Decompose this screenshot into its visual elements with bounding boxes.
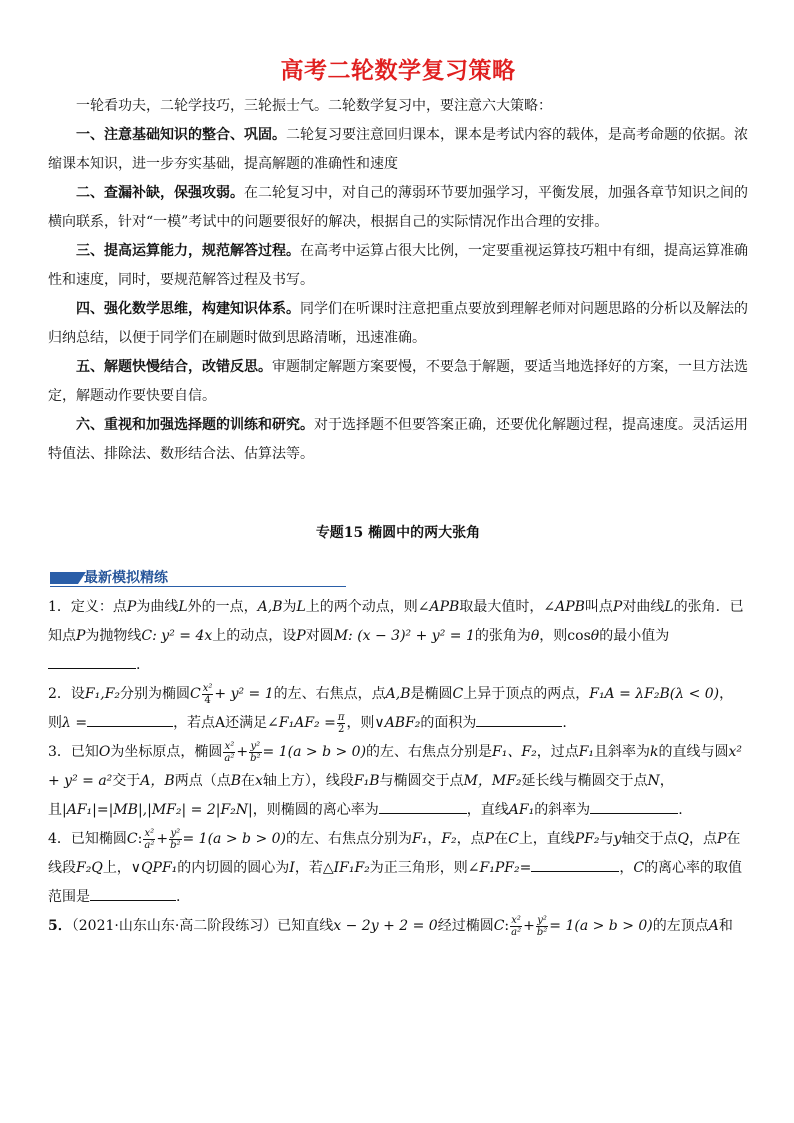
answer-blank[interactable] (531, 857, 619, 872)
math: A，B (140, 773, 175, 789)
q-text: ，若点A还满足∠ (173, 715, 279, 731)
fraction (249, 741, 261, 764)
q-text: ，则∨ (346, 715, 385, 731)
math: O (98, 744, 111, 760)
q-text: 的斜率为 (534, 802, 591, 818)
question-5: 5．（2021·山东山东·高二阶段练习）已知直线x − 2y + 2 = 0经过椭圆C: $\frac{\text{x²}}{\text{a²}}$ + $\frac{\text{y²}}{\text{b²}}$ = 1(a > b > 0)的左顶点A和 (48, 914, 733, 938)
denominator: b² (250, 752, 261, 764)
math: F₂Q (76, 860, 103, 876)
math: A (708, 918, 719, 934)
q-text: 上异于顶点的两点， (463, 686, 590, 702)
math: k (650, 744, 659, 760)
q-text: 则 (48, 715, 62, 731)
q-text: 在 (494, 831, 509, 847)
answer-blank[interactable] (90, 886, 176, 901)
math: F₁、F₂ (492, 744, 537, 760)
math: P (716, 831, 727, 847)
denominator: a² (144, 839, 155, 851)
math: C (141, 628, 153, 644)
math: F₁ (412, 831, 428, 847)
q-text: 的左顶点 (652, 918, 709, 934)
q-text: ，则椭圆的离心率为 (252, 802, 379, 818)
q-text: 与 (599, 831, 614, 847)
strategy-heading: 一、注意基础知识的整合、巩固。 (76, 127, 286, 143)
math: F₁AF₂ = (278, 715, 336, 731)
math: x² + y² = a² (48, 744, 743, 789)
q-text: 且斜率为 (594, 744, 651, 760)
math: F₁B (353, 773, 380, 789)
topic-heading: 专题15 椭圆中的两大张角 (315, 525, 481, 541)
math: F₁PF₂ (479, 860, 520, 876)
strategy-text: 在高考中运算占很大比例，一定要重视运算技巧粗中有细，提高运算准确性和速度，同时，要规范解答过程及书写。 (48, 243, 748, 288)
math: F₁A = λF₂B(λ < 0) (589, 686, 720, 702)
math: F₁,F₂ (84, 686, 121, 702)
question-number: 4． (48, 831, 71, 847)
strategy-heading: 四、强化数学思维，构建知识体系。 (76, 301, 300, 317)
math: PF₂ (574, 831, 600, 847)
q-text: ，则cos (539, 628, 591, 644)
q-text: 延长线与椭圆交于点 (521, 773, 648, 789)
numerator: y² (250, 740, 261, 752)
math: IF₁F₂ (333, 860, 370, 876)
section-underline (50, 586, 346, 587)
strategy-6 (48, 411, 748, 469)
numerator: x² (144, 827, 155, 839)
strategy-text: 二轮复习要注意回归课本，课本是考试内容的载体，是高考命题的依据。浓缩课本知识，进一步夯实基础，提高解题的准确性和速度 (48, 127, 748, 172)
math: + y² = 1 (214, 686, 274, 702)
page-title: 高考二轮数学复习策略 (280, 58, 516, 84)
math: P (484, 831, 495, 847)
q-text: 的左、右焦点分别是 (366, 744, 493, 760)
math: P (76, 628, 86, 644)
numerator: π (337, 711, 345, 723)
math: = 1(a > b > 0) (262, 744, 367, 760)
strategy-heading: 六、重视和加强选择题的训练和研究。 (76, 417, 314, 433)
fraction (169, 828, 181, 851)
math: y (613, 831, 622, 847)
strategy-heading: 五、解题快慢结合，改错反思。 (76, 359, 272, 375)
q-text: ，点 (688, 831, 717, 847)
question-source: （2021·山东山东·高二阶段练习） (71, 918, 278, 934)
q-text: 为抛物线 (85, 628, 142, 644)
math: C (493, 918, 505, 934)
q-text: 上的动点，设 (212, 628, 297, 644)
q-text: ，过点 (536, 744, 579, 760)
q-text: 轴上方），线段 (262, 773, 354, 789)
math: A,B (385, 686, 411, 702)
math: F₂ (441, 831, 457, 847)
denominator: a² (224, 752, 235, 764)
math: ABF₂ (384, 715, 421, 731)
q-text: . (176, 889, 181, 905)
math: APB (555, 599, 585, 615)
q-text: 上，直线 (518, 831, 575, 847)
math: APB (429, 599, 460, 615)
q-text: . (136, 657, 141, 673)
q-text: ，点 (456, 831, 485, 847)
denominator: b² (170, 839, 181, 851)
q-text: 对曲线 (622, 599, 665, 615)
q-text: 已知椭圆 (70, 831, 127, 847)
denominator: 2 (337, 723, 345, 735)
q-text: 对圆 (305, 628, 334, 644)
numerator: y² (170, 827, 181, 839)
answer-blank[interactable] (87, 712, 173, 727)
math: QPF₁ (141, 860, 178, 876)
q-text: 设 (70, 686, 85, 702)
q-text: 的张角为 (474, 628, 531, 644)
math: x − 2y + 2 = 0 (333, 918, 438, 934)
strategy-1 (48, 121, 748, 179)
question-3: 3．已知O为坐标原点，椭圆 $\frac{\text{x²}}{\text{a²}}$ + $\frac{\text{y²}}{\text{b²}}$ = 1(a > b > 0)的左、右焦点分别是F₁、F₂，过点F₁且斜率为k的直线与圆x² + y² = a²交于A，B两点（点B在x轴上方），线段F₁B与椭圆交于点M，MF₂延长线与椭圆交于点N，且|AF₁|=|MB|,|MF₂| = 2|F₂N|，则椭圆的离心率为 ，直线AF₁的斜率为 . (48, 740, 743, 818)
q-text: 定义：点 (70, 599, 127, 615)
document-page (48, 56, 748, 941)
denominator: a² (511, 926, 522, 938)
strategy-text: 同学们在听课时注意把重点要放到理解老师对问题思路的分析以及解法的归纳总结，以便于同学们在刷题时做到思路清晰，迅速准确。 (48, 301, 748, 346)
strategy-text: 审题制定解题方案要慢，不要急于解题，要适当地选择好的方案，一旦方法选定，解题动作要快要自信。 (48, 359, 748, 404)
section-label: 最新模拟精练 (84, 570, 168, 586)
q-text: 在 (241, 773, 255, 789)
question-number: 3． (48, 744, 71, 760)
math: M (333, 628, 349, 644)
math: |AF₁|=|MB|,|MF₂| = 2|F₂N| (62, 802, 253, 818)
q-text: 的面积为 (420, 715, 477, 731)
q-text: 和 (718, 918, 733, 934)
intro-paragraph: 一轮看功夫，二轮学技巧，三轮振士气。二轮数学复习中，要注意六大策略： (76, 98, 552, 114)
math: P (296, 628, 306, 644)
question-number: 2． (48, 686, 71, 702)
answer-blank[interactable] (48, 654, 136, 669)
answer-blank[interactable] (590, 799, 678, 814)
q-text: 两点（点 (174, 773, 231, 789)
q-text: ，若△ (294, 860, 334, 876)
fraction (510, 915, 522, 938)
math: θ (530, 628, 540, 644)
q-text: 已知直线 (277, 918, 334, 934)
math: A,B (257, 599, 283, 615)
fraction (536, 915, 548, 938)
denominator: 4 (204, 694, 211, 706)
q-text: 与椭圆交于点 (379, 773, 464, 789)
q-text: 的离心率的取值范围是 (48, 860, 743, 905)
strategy-text: 在二轮复习中，对自己的薄弱环节要加强学习，平衡发展，加强各章节知识之间的横向联系，针对“一模”考试中的问题要很好的解决，根据自己的实际情况作出合理的安排。 (48, 185, 748, 230)
math: I (289, 860, 295, 876)
math: AF₁ (508, 802, 535, 818)
denominator: b² (536, 926, 548, 938)
q-text: 的左、右焦点分别为 (286, 831, 412, 847)
question-2 (48, 680, 748, 738)
q-text: 取最大值时，∠ (459, 599, 556, 615)
section-marker-icon (50, 572, 78, 584)
q-text: ， (719, 686, 734, 702)
section-header (48, 567, 348, 593)
q-text: 的最小值为 (599, 628, 670, 644)
math: L (178, 599, 188, 615)
q-text: 分别为椭圆 (120, 686, 191, 702)
q-text: 经过椭圆 (437, 918, 494, 934)
strategy-text: 对于选择题不但要答案正确，还要优化解题过程，提高速度。灵活运用特值法、排除法、数形结合法、估算法等。 (48, 417, 748, 462)
numerator: x² (202, 682, 213, 694)
math: : y² = 4x (152, 628, 213, 644)
math: P (126, 599, 137, 615)
math: C (452, 686, 464, 702)
fraction (202, 683, 214, 706)
q-text: 为曲线 (136, 599, 179, 615)
q-text: 上的两个动点，则∠ (305, 599, 430, 615)
math: C (633, 860, 645, 876)
math: x (255, 773, 263, 789)
q-text: 交于 (112, 773, 141, 789)
q-text: ，直线 (466, 802, 509, 818)
math: N (647, 773, 660, 789)
strategy-4 (48, 295, 748, 353)
math: C (508, 831, 519, 847)
strategy-2 (48, 179, 748, 237)
answer-blank[interactable] (476, 712, 562, 727)
math: L (664, 599, 674, 615)
answer-blank[interactable] (379, 799, 467, 814)
numerator: y² (537, 914, 547, 926)
math: B (230, 773, 241, 789)
numerator: x² (224, 740, 235, 752)
q-text: . (562, 715, 567, 731)
math: = 1(a > b > 0) (549, 918, 653, 934)
strategy-heading: 二、查漏补缺，保强攻弱。 (76, 185, 244, 201)
q-text: 轴交于点 (621, 831, 678, 847)
math: λ = (62, 715, 88, 731)
q-text: 的内切圆的圆心为 (177, 860, 290, 876)
math: P (612, 599, 623, 615)
q-text: 上，∨ (102, 860, 142, 876)
strategy-heading: 三、提高运算能力，规范解答过程。 (76, 243, 300, 259)
math: L (296, 599, 306, 615)
q-text: 在线段 (48, 831, 741, 876)
q-text: . (678, 802, 683, 818)
question-number: 1． (48, 599, 71, 615)
math: C (126, 831, 138, 847)
numerator: x² (511, 914, 521, 926)
question-4: 4．已知椭圆C: $\frac{\text{x²}}{\text{a²}}$ + $\frac{\text{y²}}{\text{b²}}$ = 1(a > b > 0)的左、右焦点分别为F₁，F₂，点P在C上，直线PF₂与y轴交于点Q，点P在线段F₂Q上，∨QPF₁的内切圆的圆心为I，若△IF₁F₂为正三角形，则∠F₁PF₂= ，C的离心率的取值范围是 . (48, 827, 743, 905)
math: θ (590, 628, 600, 644)
math: = 1(a > b > 0) (182, 831, 286, 847)
q-text: 的张角．已知点 (48, 599, 744, 644)
q-text: 为 (282, 599, 297, 615)
math: M， (463, 773, 492, 789)
q-text: 已知 (70, 744, 99, 760)
math: C (190, 686, 201, 702)
question-number: 5． (48, 918, 72, 934)
q-text: 的左、右焦点，点 (273, 686, 386, 702)
q-text: 为正三角形，则∠ (369, 860, 480, 876)
math: : (x − 3)² + y² = 1 (348, 628, 475, 644)
question-1 (48, 593, 748, 680)
q-text: = (519, 860, 532, 876)
q-text: 为坐标原点，椭圆 (110, 744, 223, 760)
q-text: ， (619, 860, 634, 876)
math: Q (677, 831, 689, 847)
q-text: ，且 (48, 773, 674, 818)
math: F₁ (578, 744, 595, 760)
q-text: 的直线与圆 (658, 744, 729, 760)
q-text: 外的一点， (187, 599, 258, 615)
fraction (337, 712, 346, 735)
fraction (223, 741, 235, 764)
strategy-3 (48, 237, 748, 295)
fraction (143, 828, 155, 851)
strategy-5 (48, 353, 748, 411)
math: MF₂ (491, 773, 522, 789)
q-text: 叫点 (584, 599, 613, 615)
q-text: 是椭圆 (410, 686, 453, 702)
